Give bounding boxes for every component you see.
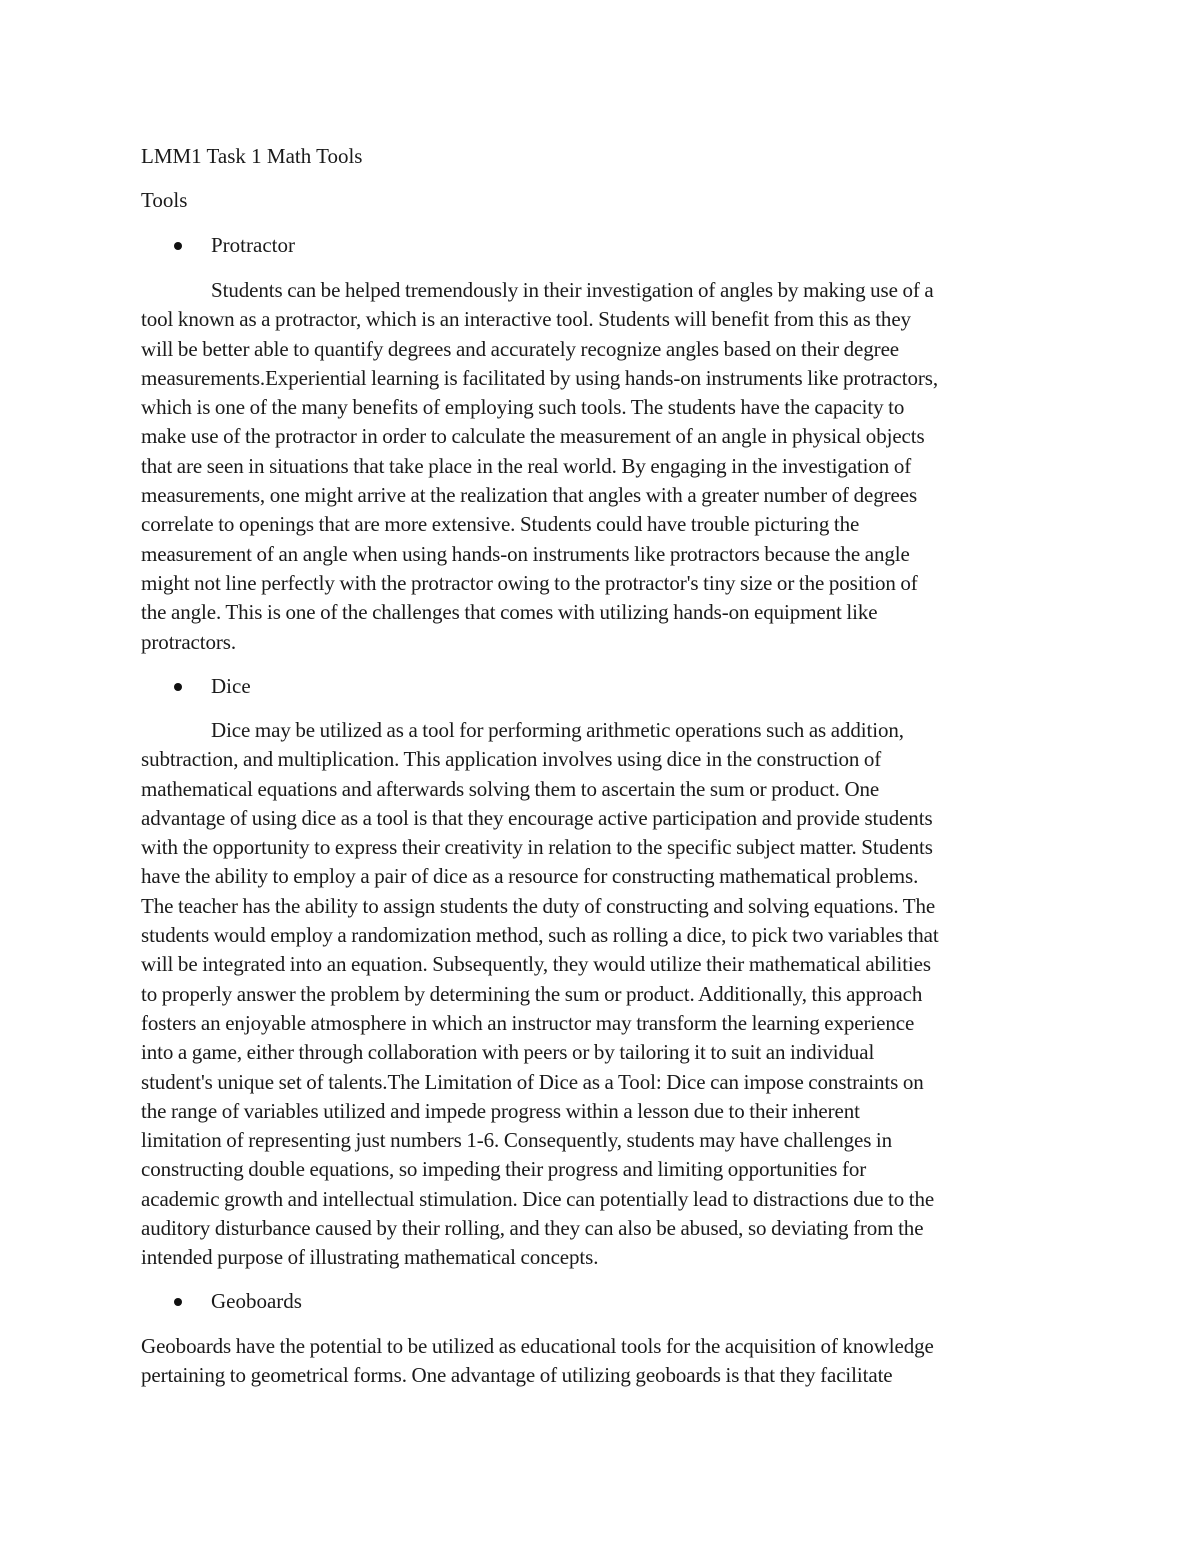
paragraph-line: correlate to openings that are more extensive. Students could have trouble picturing the xyxy=(141,512,860,537)
paragraph-line: to properly answer the problem by determining the sum or product. Additionally, this approach xyxy=(141,981,923,1006)
paragraph-line: students would employ a randomization method, such as rolling a dice, to pick two variables that xyxy=(141,923,939,948)
paragraph-line: The teacher has the ability to assign students the duty of constructing and solving equations. The xyxy=(141,893,936,918)
paragraph-line: constructing double equations, so impeding their progress and limiting opportunities for xyxy=(141,1157,867,1182)
paragraph-line: auditory disturbance caused by their rolling, and they can also be abused, so deviating from the xyxy=(141,1216,924,1241)
paragraph-line: measurements, one might arrive at the realization that angles with a greater number of degrees xyxy=(141,483,918,508)
bullet-label: Dice xyxy=(211,674,251,698)
paragraph-line: the range of variables utilized and impede progress within a lesson due to their inherent xyxy=(141,1098,860,1123)
paragraph-line: will be integrated into an equation. Subsequently, they would utilize their mathematical abilities xyxy=(141,952,931,977)
bullet-icon xyxy=(174,683,182,691)
bullet-icon xyxy=(174,1298,182,1306)
paragraph-line: measurement of an angle when using hands-on instruments like protractors because the angle xyxy=(141,541,910,566)
paragraph-protractor xyxy=(141,276,1061,657)
document-title: LMM1 Task 1 Math Tools xyxy=(141,144,363,168)
paragraph-line: student's unique set of talents.The Limitation of Dice as a Tool: Dice can impose constraints on xyxy=(141,1069,924,1094)
paragraph-line: pertaining to geometrical forms. One advantage of utilizing geoboards is that they facilitate xyxy=(141,1363,893,1388)
paragraph-line: will be better able to quantify degrees and accurately recognize angles based on their degree xyxy=(141,336,900,361)
paragraph-line: which is one of the many benefits of employing such tools. The students have the capacity to xyxy=(141,395,905,420)
paragraph-line: advantage of using dice as a tool is that they encourage active participation and provide students xyxy=(141,805,933,830)
paragraph-line: fosters an enjoyable atmosphere in which an instructor may transform the learning experience xyxy=(141,1010,915,1035)
paragraph-line: intended purpose of illustrating mathematical concepts. xyxy=(141,1245,599,1270)
paragraph-line: subtraction, and multiplication. This application involves using dice in the construction of xyxy=(141,747,882,772)
section-heading: Tools xyxy=(141,188,188,212)
paragraph-line: protractors. xyxy=(141,629,237,654)
bullet-icon xyxy=(174,242,182,250)
paragraph-line: might not line perfectly with the protractor owing to the protractor's tiny size or the position of xyxy=(141,570,918,595)
paragraph-line: the angle. This is one of the challenges that comes with utilizing hands-on equipment like xyxy=(141,600,878,625)
paragraph-line: make use of the protractor in order to calculate the measurement of an angle in physical objects xyxy=(141,424,925,449)
paragraph-line: Students can be helped tremendously in their investigation of angles by making use of a xyxy=(211,278,934,302)
paragraph-line: into a game, either through collaboration with peers or by tailoring it to suit an individual xyxy=(141,1040,875,1065)
paragraph-line: that are seen in situations that take place in the real world. By engaging in the investigation of xyxy=(141,453,912,478)
paragraph-line: academic growth and intellectual stimulation. Dice can potentially lead to distractions due to the xyxy=(141,1186,935,1211)
paragraph-dice xyxy=(141,716,1061,1273)
paragraph-line: measurements.Experiential learning is facilitated by using hands-on instruments like protractors, xyxy=(141,365,938,390)
paragraph-line: have the ability to employ a pair of dice as a resource for constructing mathematical problems. xyxy=(141,864,919,889)
paragraph-geoboards xyxy=(141,1332,1061,1391)
paragraph-line: Geoboards have the potential to be utilized as educational tools for the acquisition of knowledge xyxy=(141,1334,934,1358)
paragraph-line: with the opportunity to express their creativity in relation to the specific subject matter. Students xyxy=(141,835,933,860)
bullet-label: Geoboards xyxy=(211,1289,302,1313)
paragraph-line: Dice may be utilized as a tool for performing arithmetic operations such as addition, xyxy=(211,718,904,742)
bullet-label: Protractor xyxy=(211,233,295,257)
paragraph-line: limitation of representing just numbers 1-6. Consequently, students may have challenges in xyxy=(141,1128,893,1153)
paragraph-line: mathematical equations and afterwards solving them to ascertain the sum or product. One xyxy=(141,776,880,801)
paragraph-line: tool known as a protractor, which is an interactive tool. Students will benefit from this as they xyxy=(141,307,911,332)
